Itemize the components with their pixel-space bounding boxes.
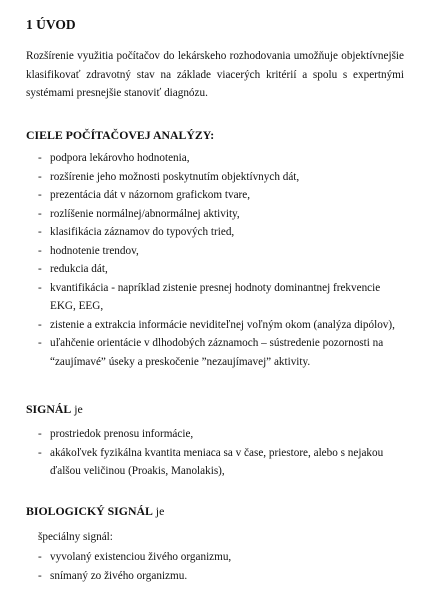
ciele-list <box>38 149 408 371</box>
bullet-dash: - <box>38 569 42 582</box>
bullet-dash: - <box>38 318 42 331</box>
list-item: - prostriedok prenosu informácie, <box>38 425 408 444</box>
signal-list <box>38 425 408 481</box>
bullet-dash: - <box>38 337 42 349</box>
list-item: - redukcia dát, <box>38 260 408 279</box>
list-item: - klasifikácia záznamov do typových tried, <box>38 223 408 242</box>
bullet-dash: - <box>38 446 42 459</box>
bio-lead-text: špeciálny signál: <box>38 531 113 543</box>
bullet-dash: - <box>38 152 42 164</box>
heading-biologicky-signal: BIOLOGICKÝ SIGNÁL je <box>26 504 165 518</box>
bullet-dash: - <box>38 551 42 563</box>
bullet-dash: - <box>38 189 42 201</box>
section-heading-uvod: 1 ÚVOD <box>26 17 76 32</box>
list-item: - podpora lekárovho hodnotenia, <box>38 149 408 168</box>
intro-paragraph: Rozšírenie využitia počítačov do lekárskeho rozhodovania umožňuje objektívnejšie klasifikovať zdravotný stav na základe viacerých kritérií a spolu s expertnými systémami presnejšie stanoviť diagnózu. <box>26 50 404 99</box>
bullet-dash: - <box>38 428 42 440</box>
list-item: - zistenie a extrakcia informácie neviditeľnej voľným okom (analýza dipólov), <box>38 316 408 335</box>
bullet-dash: - <box>38 226 42 238</box>
list-item: - hodnotenie trendov, <box>38 242 408 261</box>
list-item: - rozlíšenie normálnej/abnormálnej aktivity, <box>38 205 408 224</box>
bullet-dash: - <box>38 281 42 294</box>
list-item: - prezentácia dát v názornom grafickom tvare, <box>38 186 408 205</box>
list-item: - vyvolaný existenciou živého organizmu, <box>38 548 408 567</box>
heading-ciele: CIELE POČÍTAČOVEJ ANALÝZY: <box>26 128 215 142</box>
bullet-dash: - <box>38 244 42 257</box>
heading-signal: SIGNÁL je <box>26 402 83 416</box>
list-item: - akákoľvek fyzikálna kvantita meniaca sa v čase, priestore, alebo s nejakou ďalšou veličinou (Proakis, Manolakis), <box>38 444 408 481</box>
bullet-dash: - <box>38 207 42 220</box>
list-item: - uľahčenie orientácie v dlhodobých záznamoch – sústredenie pozornosti na “zaujímavé” úseky a preskočenie ”nezaujímavej” aktivity. <box>38 334 408 371</box>
bio-list <box>38 548 408 585</box>
bullet-dash: - <box>38 170 42 183</box>
bullet-dash: - <box>38 263 42 275</box>
list-item: - kvantifikácia - napríklad zistenie presnej hodnoty dominantnej frekvencie EKG, EEG, <box>38 279 408 316</box>
list-item: - rozšírenie jeho možnosti poskytnutím objektívnych dát, <box>38 168 408 187</box>
list-item: - snímaný zo živého organizmu. <box>38 567 408 586</box>
